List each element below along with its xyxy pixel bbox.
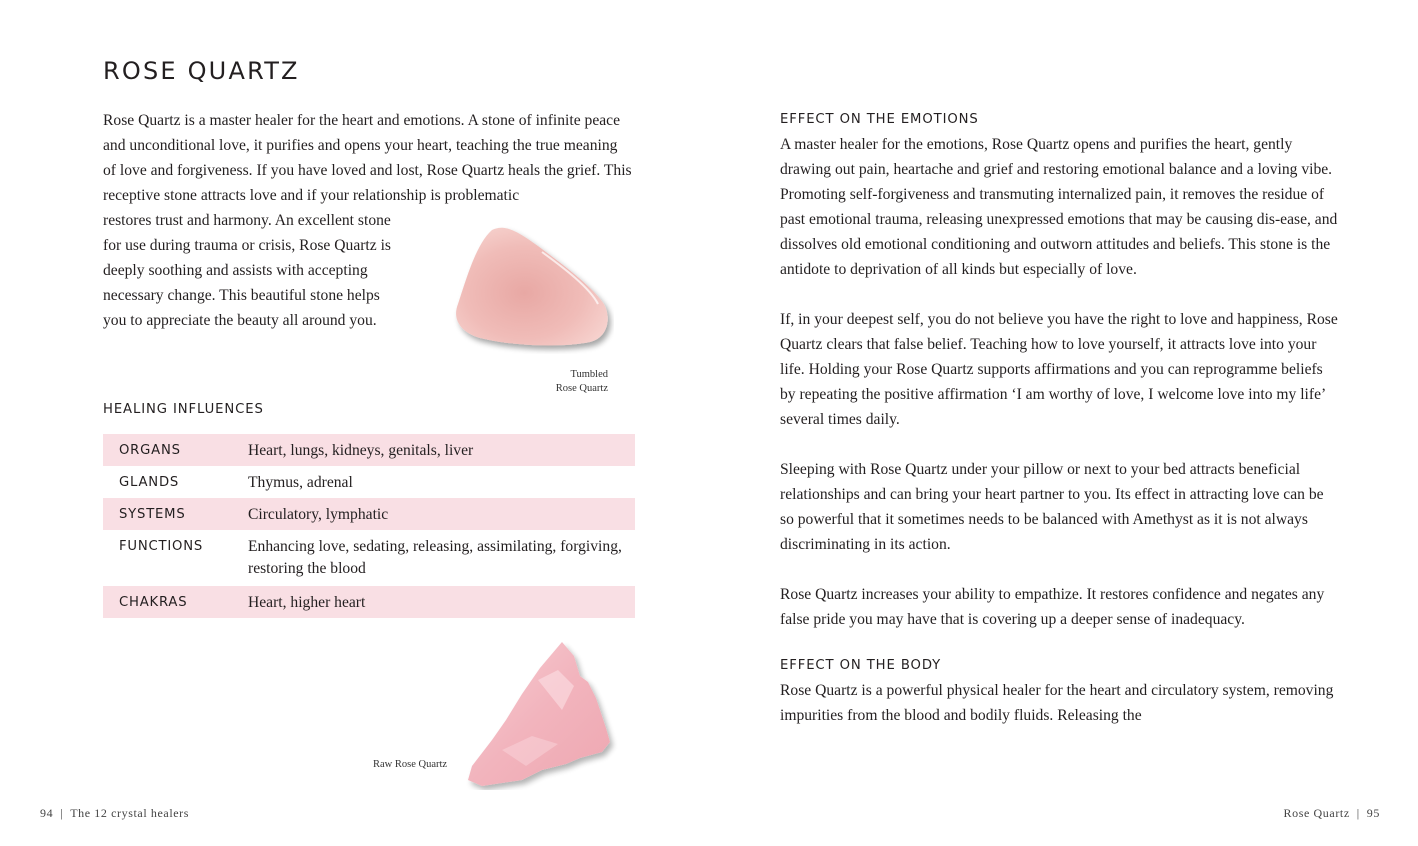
intro-paragraph-narrow: restores trust and harmony. An excellent stone for use during trauma or crisis, Rose Quartz is deeply soothing and assists with accepting necessary change. This beautiful stone helps you to appreciate the beauty all around you. [103, 212, 391, 329]
body-heading: EFFECT ON THE BODY [780, 658, 942, 673]
row-label: CHAKRAS [103, 586, 248, 618]
row-value: Circulatory, lymphatic [248, 498, 635, 530]
footer-left [40, 806, 189, 821]
emotions-paragraph: Rose Quartz increases your ability to empathize. It restores confidence and negates any false pride you may have that is covering up a deeper sense of inadequacy. [780, 586, 1325, 628]
right-page [709, 0, 1418, 846]
page-number: 95 [1366, 806, 1380, 820]
healing-influences-table [103, 434, 635, 618]
raw-rose-quartz-image [462, 640, 622, 790]
raw-caption: Raw Rose Quartz [373, 759, 448, 770]
row-label: ORGANS [103, 434, 248, 466]
row-value: Heart, higher heart [248, 586, 635, 618]
table-row [103, 434, 635, 466]
body-paragraph: Rose Quartz is a powerful physical healer for the heart and circulatory system, removing impurities from the blood and bodily fluids. Releasing the [780, 682, 1334, 724]
emotions-heading: EFFECT ON THE EMOTIONS [780, 112, 979, 127]
running-section: The 12 crystal healers [70, 806, 190, 820]
footer-separator: | [60, 806, 64, 820]
healing-influences-heading: HEALING INFLUENCES [103, 402, 264, 417]
emotions-paragraph: A master healer for the emotions, Rose Quartz opens and purifies the heart, gently drawing out pain, heartache and grief and restoring emotional balance and a loving vibe. Promoting self-forgiveness and transmuting internalized pain, it removes the residue of past emotional trauma, releasing unexpressed emotions that may be causing dis-ease, and dissolves old emotional conditioning and outworn attitudes and beliefs. This stone is the antidote to deprivation of all kinds but especially of love. [780, 136, 1338, 278]
row-value: Thymus, adrenal [248, 474, 353, 491]
row-value: Enhancing love, sedating, releasing, assimilating, forgiving, restoring the blood [248, 538, 622, 577]
tumbled-caption-line1: Tumbled [570, 369, 608, 380]
row-value: Heart, lungs, kidneys, genitals, liver [248, 434, 635, 466]
table-row [103, 498, 635, 530]
tumbled-rose-quartz-image [452, 224, 614, 354]
tumbled-caption-line2: Rose Quartz [555, 383, 608, 394]
table-row [103, 586, 635, 618]
table-row [103, 466, 635, 498]
emotions-paragraph: Sleeping with Rose Quartz under your pillow or next to your bed attracts beneficial relationships and can bring your heart partner to you. Its effect in attracting love can be so powerful that it sometimes needs to be balanced with Amethyst as it is not always discriminating in its action. [780, 461, 1324, 553]
right-column [780, 111, 1340, 728]
page-number: 94 [40, 806, 54, 820]
emotions-paragraph: If, in your deepest self, you do not believe you have the right to love and happiness, Rose Quartz clears that false belief. Teaching how to love yourself, it attracts love into your life. Holding your Rose Quartz supports affirmations and you can reprogramme beliefs by repeating the positive affirmation ‘I am worthy of love, I welcome love into my life’ several times daily. [780, 311, 1338, 428]
table-row [103, 530, 635, 586]
row-label: GLANDS [119, 475, 180, 490]
footer-separator: | [1356, 806, 1360, 820]
footer-right [1284, 806, 1380, 821]
row-label: SYSTEMS [103, 498, 248, 530]
page-title: ROSE QUARTZ [103, 57, 300, 85]
running-section: Rose Quartz [1283, 806, 1350, 820]
row-label: FUNCTIONS [119, 539, 204, 554]
intro-paragraph-wide: Rose Quartz is a master healer for the heart and emotions. A stone of infinite peace and unconditional love, it purifies and opens your heart, teaching the true meaning of love and forgiveness. If you have loved and lost, Rose Quartz heals the grief. This receptive stone attracts love and if your relationship is problematic [103, 112, 632, 204]
tumbled-caption [500, 368, 608, 396]
